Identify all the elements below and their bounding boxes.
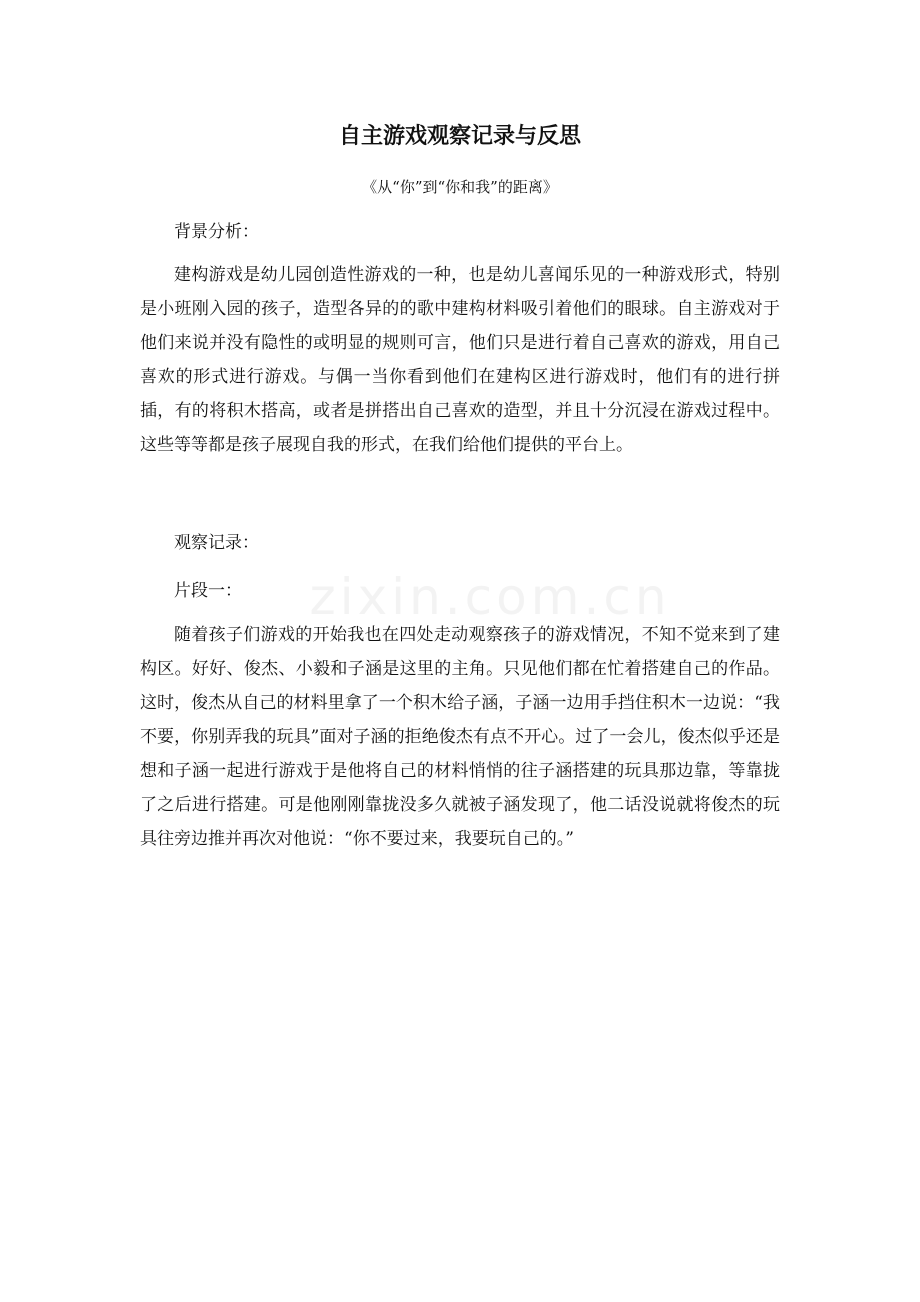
fragment-heading: 片段一： xyxy=(174,581,242,601)
document-title: 自主游戏观察记录与反思 xyxy=(338,124,581,149)
background-heading: 背景分析： xyxy=(174,222,259,242)
document-subtitle: 《从“你”到“你和我”的距离》 xyxy=(362,178,558,196)
fragment-paragraph: 随着孩子们游戏的开始我也在四处走动观察孩子的游戏情况，不知不觉来到了建构区。好好、俊杰、小毅和子涵是这里的主角。只见他们都在忙着搭建自己的作品。这时，俊杰从自己的材料里拿了一个积木给子涵，子涵一边用手挡住积木一边说：“我不要，你别弄我的玩具”面对子涵的拒绝俊杰有点不开心。过了一会儿，俊杰似乎还是想和子涵一起进行游戏于是他将自己的材料悄悄的往子涵搭建的玩具那边靠，等靠拢了之后进行搭建。可是他刚刚靠拢没多久就被子涵发现了，他二话没说就将俊杰的玩具往旁边推并再次对他说：“你不要过来，我要玩自己的。” xyxy=(140,625,780,849)
observation-heading: 观察记录： xyxy=(174,533,259,553)
watermark: zixin.com.cn xyxy=(309,568,671,626)
background-paragraph: 建构游戏是幼儿园创造性游戏的一种，也是幼儿喜闻乐见的一种游戏形式，特别是小班刚入园的孩子，造型各异的的歌中建构材料吸引着他们的眼球。自主游戏对于他们来说并没有隐性的或明显的规则可言，他们只是进行着自己喜欢的游戏，用自己喜欢的形式进行游戏。与偶一当你看到他们在建构区进行游戏时，他们有的进行拼插，有的将积木搭高，或者是拼搭出自己喜欢的造型，并且十分沉浸在游戏过程中。这些等等都是孩子展现自我的形式，在我们给他们提供的平台上。 xyxy=(140,265,780,455)
